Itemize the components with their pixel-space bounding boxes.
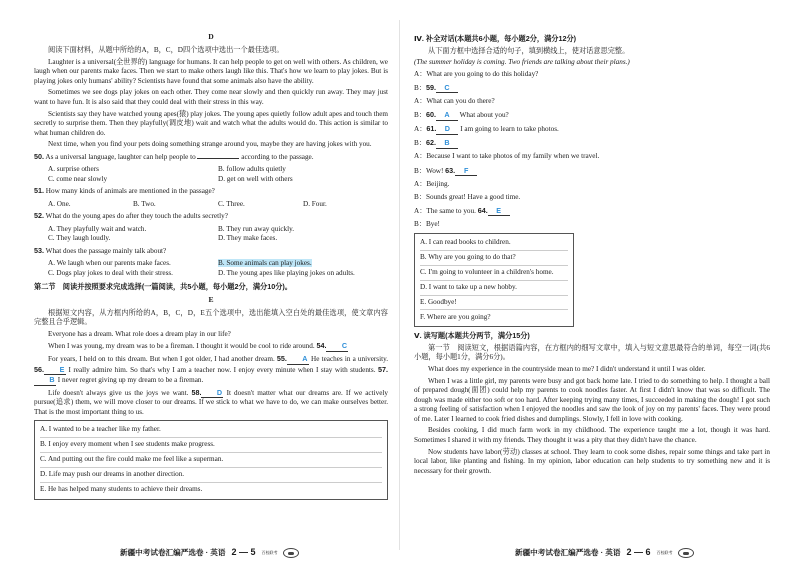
passage-text: I never regret giving up my dream to be a fireman.	[56, 376, 204, 385]
answer-blank-55[interactable]: A	[287, 354, 309, 365]
dialog-line	[414, 97, 770, 107]
option[interactable]: D. They make faces.	[218, 234, 278, 243]
footer-small-text: 百校联考	[261, 550, 278, 556]
dialog-line	[414, 110, 770, 121]
dialog-text: A：	[414, 206, 427, 215]
answer-blank-61[interactable]: D	[436, 124, 458, 135]
part-4-heading: Ⅳ. 补全对话(本题共6小题，每小题2分，满分12分)	[414, 34, 577, 43]
option[interactable]: A. We laugh when our parents make faces.	[48, 259, 171, 267]
publisher-logo-icon	[283, 548, 299, 558]
section-d-title: D	[208, 32, 214, 41]
question-51	[34, 186, 388, 197]
option[interactable]: D. The young apes like playing jokes on adults.	[218, 268, 355, 277]
option[interactable]: C. Dogs play jokes to deal with their stress.	[48, 268, 173, 277]
footer-small-text: 百校联考	[656, 550, 673, 556]
passage-5-paragraph: Besides cooking, I did much farm work in my childhood. The experience taught me a lot, though it was hard. Sometimes I shared it with my friends. They thought it was a pity that they didn't have the chance.	[414, 426, 770, 444]
dialog-text: A：	[414, 69, 427, 78]
footer-title: 新疆中考试卷汇编严选卷 · 英语	[120, 548, 226, 558]
answer-blank-64[interactable]: E	[488, 206, 510, 217]
blank-number-63: 63.	[445, 165, 456, 175]
passage-d-paragraph: Scientists say they have watched young apes(猿) play jokes. The young apes quietly follow adult apes and touch them secretly to surprise them. Then they playfully(调皮地) wait and watch what the adults would do. This action is similar to what human children do.	[34, 109, 388, 137]
dialog	[414, 70, 770, 230]
blank-number-57: 57.	[378, 364, 388, 374]
box-option: B. Why are you going to do that?	[420, 251, 568, 266]
passage-text: Life doesn't always give us the joys we want.	[48, 388, 192, 397]
option[interactable]: A. One.	[48, 199, 71, 208]
passage-5-paragraph: When I was a little girl, my parents were busy and got back home late. I tried to do something to help. I thought a ball of prepared dough(面团) could help my parents to cook noodles faster. At first I didn't know that was so difficult. The dough was made either too soft or too hard. After keeping trying many times, I succeeded in making the dough! I got such a strong feeling of satisfaction when I enjoyed the noodles and saw the look of joy on my parents' faces. They were proud of me. Later I learned to cook fried dishes and dumplings. Slowly, I fell in love with cooking.	[414, 376, 770, 423]
publisher-logo-icon	[678, 548, 694, 558]
option[interactable]: B. They run away quickly.	[218, 224, 295, 233]
box-option: C. And putting out the fire could make me feel like a superman.	[40, 453, 382, 468]
dialog-line	[414, 193, 770, 203]
options-51	[34, 200, 388, 210]
question-52	[34, 211, 388, 222]
options-52	[34, 225, 388, 244]
box-option: F. Where are you going?	[420, 312, 491, 321]
right-page	[400, 0, 800, 569]
dialog-text: A：	[414, 179, 427, 188]
part-5-instructions: 第一节 阅读短文，根据语篇内容，在方框内的细写文章中，填入与短文意思最符合的单词，每空一词(共6小题，每小题1分，满分6分)。	[414, 343, 770, 362]
blank-number-58: 58.	[191, 387, 202, 397]
options-53	[34, 259, 388, 278]
passage-text: It doesn't matter what our dreams are. If we actively pursue(追求) them, we will move closer to our dreams. If we stick to what we have to do, we can make ourselves better. That is the most important thing to us.	[34, 388, 388, 416]
passage-e-paragraph	[34, 354, 388, 386]
blank-number-62: 62.	[425, 138, 436, 148]
answer-blank-57[interactable]: B	[34, 375, 56, 386]
question-50	[34, 152, 388, 163]
section-e-title: E	[208, 294, 214, 304]
question-number: 51.	[34, 186, 44, 196]
answer-blank-63[interactable]: F	[455, 166, 477, 177]
dialog-line	[414, 70, 770, 80]
box-option: E. Goodbye!	[420, 296, 568, 311]
option[interactable]: C. Three.	[218, 199, 245, 208]
dialog-line	[414, 124, 770, 135]
blank-number-61: 61.	[426, 124, 437, 134]
part-2-heading: 第二节 阅读并按照要求完成选择(一篇阅读，共5小题，每小题2分，满分10分)。	[34, 282, 292, 291]
box-option: D. I want to take up a new hobby.	[420, 281, 568, 296]
dialog-text: B：	[414, 219, 426, 228]
passage-d-paragraph: Next time, when you find your pets doing something strange around you, maybe they are having jokes with you.	[48, 140, 372, 149]
dialog-text: Bye!	[425, 219, 440, 228]
answer-blank-58[interactable]: D	[201, 388, 223, 399]
dialog-line	[414, 206, 770, 217]
section-d-instructions: 阅读下面材料，从题中所给的A，B，C，D四个选项中选出一个最佳选项。	[48, 46, 284, 55]
box-option: B. I enjoy every moment when I see students make progress.	[40, 438, 382, 453]
right-footer	[515, 547, 694, 559]
blank-number-60: 60.	[425, 110, 436, 120]
dialog-text: B：	[414, 166, 426, 175]
options-box-e	[34, 420, 388, 499]
blank-number-54: 54.	[316, 341, 327, 351]
option-highlighted[interactable]	[218, 259, 388, 269]
box-option: E. He has helped many students to achieve their dreams.	[40, 484, 203, 493]
page-number: 2 — 6	[626, 547, 651, 558]
question-stem: What do the young apes do after they touch the adults secretly?	[44, 212, 228, 221]
highlighted-answer: B. Some animals can play jokes.	[218, 259, 312, 267]
box-option: D. Life may push our dreams in another direction.	[40, 468, 382, 483]
answer-blank-59[interactable]: C	[436, 83, 458, 94]
question-number: 50.	[34, 151, 44, 161]
passage-5-paragraph: Now students have labor(劳动) classes at school. They learn to cook some dishes, repair some things and take part in local labor, like planting and fishing. In my opinion, labor education can help students to try something new and it is necessary for their growth.	[414, 447, 770, 475]
dialog-scene: (The summer holiday is coming. Two friends are talking about their plans.)	[414, 58, 630, 67]
question-stem: What does the passage mainly talk about?	[44, 246, 167, 255]
options-50	[34, 165, 388, 184]
box-option: A. I wanted to be a teacher like my father.	[40, 423, 382, 438]
dialog-text: The same to you.	[426, 206, 478, 215]
box-option: A. I can read books to children.	[420, 236, 568, 251]
dialog-text: A：	[414, 152, 427, 161]
dialog-text: What are you going to do this holiday?	[426, 69, 539, 78]
blank-number-64: 64.	[477, 205, 488, 215]
option[interactable]: A. surprise others	[48, 165, 99, 174]
page-number: 2 — 5	[231, 547, 256, 558]
answer-blank[interactable]	[197, 158, 239, 159]
dialog-line	[414, 180, 770, 190]
dialog-text: Because I want to take photos of my family when we travel.	[426, 152, 600, 161]
dialog-text: Sounds great! Have a good time.	[425, 192, 521, 201]
dialog-text: What can you do there?	[426, 97, 495, 106]
passage-d-paragraph: Sometimes we see dogs play jokes on each other. They come near slowly and then quickly run away. They may just want to have fun. It is also said that they could deal with their stress in this way.	[34, 88, 388, 106]
passage-5-paragraph: What does my experience in the countryside mean to me? I didn't understand it until I was older.	[428, 364, 706, 373]
blank-number-56: 56.	[34, 364, 44, 374]
option[interactable]: C. come near slowly	[48, 174, 108, 183]
question-53	[34, 246, 388, 257]
dialog-text: Beijing.	[426, 179, 450, 188]
dialog-text: B：	[414, 83, 426, 92]
part-4-instructions: 从下面方框中选择合适的句子，填到横线上，使对话意思完整。	[428, 46, 630, 55]
blank-number-59: 59.	[425, 82, 436, 92]
dialog-line	[414, 83, 770, 94]
option[interactable]: B. follow adults quietly	[218, 165, 286, 174]
question-stem: As a universal language, laughter can help people to	[44, 152, 198, 161]
dialog-line	[414, 138, 770, 149]
question-number: 52.	[34, 211, 44, 221]
passage-text: He teaches in a university.	[308, 355, 388, 364]
answer-blank-54[interactable]: C	[326, 341, 348, 352]
dialog-text: B：	[414, 192, 426, 201]
left-footer	[120, 547, 299, 559]
dialog-line	[414, 166, 770, 177]
question-stem: according to the passage.	[239, 152, 314, 161]
answer-blank-56[interactable]: E	[44, 365, 66, 376]
dialog-text: What about you?	[457, 111, 509, 120]
dialog-line	[414, 220, 770, 230]
option[interactable]: D. get on well with others	[218, 174, 293, 183]
option[interactable]: C. They laugh loudly.	[48, 234, 111, 243]
passage-text: For years, I held on to this dream. But when I got older, I had another dream.	[48, 355, 277, 364]
question-number: 53.	[34, 245, 44, 255]
blank-number-55: 55.	[276, 354, 287, 364]
dialog-text: I am going to learn to take photos.	[458, 125, 559, 134]
passage-e-paragraph	[34, 388, 388, 418]
part-5-heading: Ⅴ. 读写题(本题共分两节，满分15分)	[414, 331, 530, 341]
answer-blank-62[interactable]: B	[436, 138, 458, 149]
answer-blank-60[interactable]: A	[436, 110, 458, 121]
dialog-text: A：	[414, 97, 427, 106]
passage-text: I really admire him. So that's why I am a teacher now. I enjoy every minute when I stay with students.	[66, 365, 378, 374]
section-e-instructions: 根据短文内容，从方框内所给的A，B，C，D，E五个选项中，选出能填入空白处的最佳选项，使文章内容完整且合乎逻辑。	[34, 308, 388, 327]
question-stem: How many kinds of animals are mentioned in the passage?	[44, 187, 215, 196]
dialog-line	[414, 152, 770, 162]
footer-title: 新疆中考试卷汇编严选卷 · 英语	[515, 548, 621, 558]
passage-d-paragraph: Laughter is a universal(全世界的) language for humans. It can help people to get on well with others. As children, we laugh when our parents make faces. Then we start to make others laugh like this. That's how we learn to play jokes. But is playing jokes only humans' ability? Scientists have found that some animals also have the ability.	[34, 57, 388, 85]
option[interactable]: A. They playfully wait and watch.	[48, 224, 147, 233]
dialog-text: B：	[414, 111, 426, 120]
option[interactable]: D. Four.	[303, 199, 327, 208]
options-box-dialog	[414, 233, 574, 327]
dialog-text: B：	[414, 139, 426, 148]
passage-text: When I was young, my dream was to be a fireman. I thought it would be cool to ride around.	[48, 342, 317, 351]
passage-e-paragraph	[34, 341, 388, 352]
box-option: C. I'm going to volunteer in a children's home.	[420, 266, 568, 281]
passage-e-paragraph: Everyone has a dream. What role does a dream play in our life?	[48, 329, 231, 338]
dialog-text: Wow!	[425, 166, 446, 175]
dialog-text: A：	[414, 125, 427, 134]
option[interactable]: B. Two.	[133, 199, 156, 208]
